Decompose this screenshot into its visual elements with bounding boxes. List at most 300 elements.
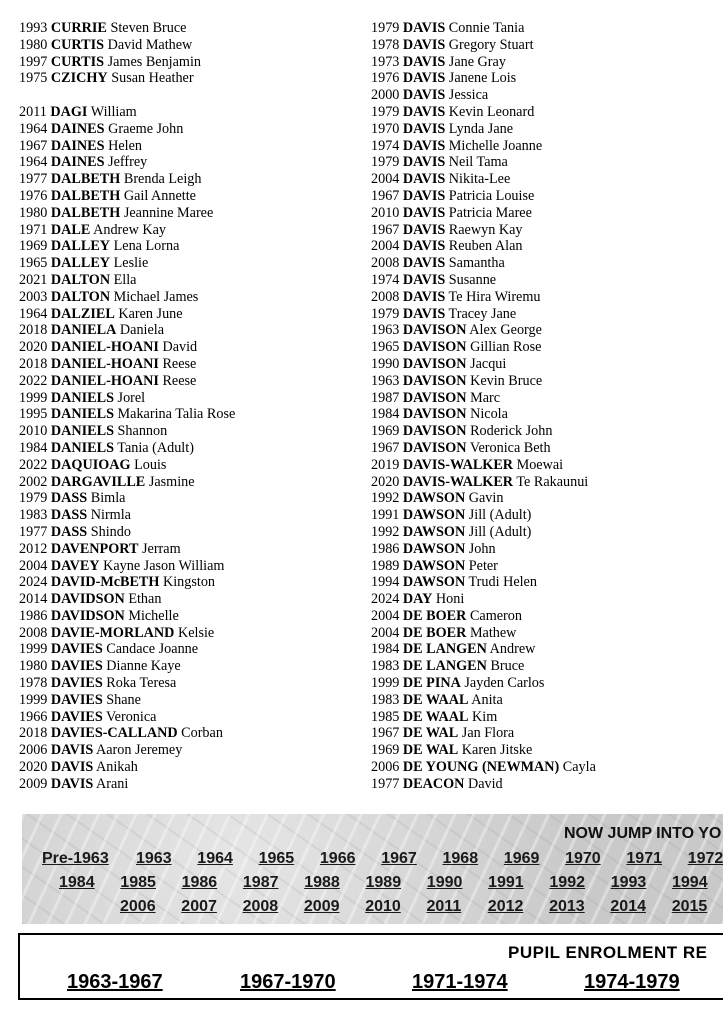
name-entry	[19, 608, 235, 625]
entry-given-names: Shannon	[117, 423, 168, 440]
entry-given-names: Makarina Talia Rose	[117, 406, 236, 423]
pupil-enrolment-box	[18, 933, 723, 1000]
name-entry	[19, 322, 235, 339]
name-entry	[371, 222, 596, 239]
entry-surname: DAVIS	[50, 742, 94, 759]
name-entry	[19, 725, 235, 742]
entry-year: 1995	[19, 406, 48, 423]
entry-surname: DAVISON	[402, 406, 467, 423]
entry-surname: DALZIEL	[50, 305, 115, 322]
entry-surname: DAVIS-WALKER	[402, 456, 514, 473]
entry-given-names: Leslie	[113, 255, 149, 272]
entry-year: 2000	[371, 87, 400, 104]
entry-surname: DAVIS	[402, 288, 446, 305]
name-entry	[19, 121, 235, 138]
entry-year: 1964	[19, 305, 48, 322]
name-entry	[371, 255, 596, 272]
entry-year: 2004	[371, 624, 400, 641]
entry-year: 2010	[371, 204, 400, 221]
name-entry	[371, 759, 596, 776]
entry-year: 2018	[19, 725, 48, 742]
entry-given-names: Gail Annette	[123, 187, 196, 204]
name-entry	[371, 558, 596, 575]
year-link[interactable]: 2006	[120, 898, 156, 915]
entry-given-names: Louis	[134, 456, 167, 473]
entry-given-names: Te Rakaunui	[516, 473, 589, 490]
entry-given-names: Bimla	[90, 490, 126, 507]
year-link[interactable]: 1964	[197, 850, 233, 867]
entry-surname: DAINES	[50, 137, 105, 154]
entry-surname: DE BOER	[402, 624, 467, 641]
section-gap	[19, 87, 235, 104]
entry-given-names: Samantha	[448, 255, 505, 272]
entry-given-names: David Mathew	[107, 36, 193, 53]
year-link[interactable]: 1987	[242, 874, 279, 891]
name-entry	[19, 541, 235, 558]
year-link[interactable]: 2013	[549, 898, 585, 915]
entry-surname: CURTIS	[50, 36, 105, 53]
name-entry	[371, 591, 596, 608]
entry-year: 2006	[371, 759, 400, 776]
entry-surname: DAVISON	[402, 389, 467, 406]
entry-year: 1980	[19, 204, 48, 221]
entry-surname: DAVIS	[50, 759, 94, 776]
entry-year: 1979	[371, 20, 400, 36]
entry-given-names: Te Hira Wiremu	[448, 288, 541, 305]
entry-surname: DAVID-McBETH	[50, 574, 160, 591]
entry-given-names: Moewai	[516, 456, 564, 473]
entry-surname: DE WAL	[402, 725, 459, 742]
year-link[interactable]: 1972	[687, 850, 723, 867]
entry-surname: DAVIS	[402, 103, 446, 120]
year-link[interactable]: 1990	[426, 874, 463, 891]
name-entry	[371, 20, 596, 37]
entry-year: 1964	[19, 154, 48, 171]
entry-surname: DAVEY	[50, 557, 100, 574]
entry-year: 1986	[371, 540, 400, 557]
entry-year: 1963	[371, 322, 400, 339]
name-entry	[371, 289, 596, 306]
name-entry	[19, 406, 235, 423]
entry-year: 2006	[19, 742, 48, 759]
name-entry	[371, 507, 596, 524]
entry-year: 2008	[371, 255, 400, 272]
year-link[interactable]: 1967	[381, 850, 417, 867]
name-entry	[19, 574, 235, 591]
entry-year: 1983	[371, 658, 400, 675]
entry-given-names: Honi	[435, 591, 465, 608]
entry-year: 2014	[19, 591, 48, 608]
name-entry	[19, 440, 235, 457]
entry-surname: DANIEL-HOANI	[50, 339, 159, 356]
entry-year: 1985	[371, 708, 400, 725]
entry-surname: DAVIS-WALKER	[402, 473, 514, 490]
entry-year: 1997	[19, 53, 48, 70]
entry-surname: DE WAL	[402, 742, 459, 759]
period-link-1967-1970[interactable]: 1967-1970	[240, 971, 336, 993]
entry-year: 1964	[19, 120, 48, 137]
year-link[interactable]: 1963	[136, 850, 172, 867]
entry-surname: DALE	[50, 221, 91, 238]
entry-given-names: Gillian Rose	[470, 339, 542, 356]
entry-surname: DAVIS	[402, 20, 446, 36]
entry-given-names: Jessica	[448, 87, 489, 104]
entry-year: 2004	[19, 557, 48, 574]
entry-surname: DANIELS	[50, 406, 114, 423]
name-entry	[19, 742, 235, 759]
year-link[interactable]: 1993	[610, 874, 647, 891]
entry-surname: DALTON	[50, 271, 111, 288]
entry-given-names: Jane Gray	[448, 53, 506, 70]
entry-given-names: Anita	[471, 691, 503, 708]
name-entry	[371, 306, 596, 323]
entry-surname: DAVIES	[50, 691, 103, 708]
entry-year: 2012	[19, 540, 48, 557]
entry-given-names: Aaron Jeremey	[96, 742, 183, 759]
entry-given-names: Jorel	[117, 389, 146, 406]
entry-year: 1979	[19, 490, 48, 507]
entry-year: 1979	[371, 154, 400, 171]
name-entry	[19, 171, 235, 188]
year-link[interactable]: 2008	[242, 898, 279, 915]
entry-year: 1969	[371, 742, 400, 759]
entry-given-names: Cameron	[469, 607, 522, 624]
entry-given-names: Connie Tania	[448, 20, 525, 36]
entry-year: 2024	[19, 574, 48, 591]
name-entry	[19, 37, 235, 54]
year-link[interactable]: 1965	[258, 850, 295, 867]
name-entry	[19, 457, 235, 474]
entry-given-names: Cayla	[562, 759, 596, 776]
entry-given-names: Anikah	[96, 759, 138, 776]
entry-given-names: Kim	[472, 708, 498, 725]
entry-year: 2002	[19, 473, 48, 490]
entry-year: 2003	[19, 288, 48, 305]
year-link[interactable]: 1994	[672, 874, 708, 891]
entry-given-names: Daniela	[119, 322, 165, 339]
name-entry	[371, 608, 596, 625]
entry-given-names: Candace Joanne	[106, 641, 199, 658]
entry-year: 1966	[19, 708, 48, 725]
name-entry	[371, 70, 596, 87]
entry-given-names: Nirmla	[90, 507, 131, 524]
entry-surname: DAVIS	[402, 53, 446, 70]
name-entry	[19, 675, 235, 692]
entry-year: 1992	[371, 523, 400, 540]
entry-given-names: Lynda Jane	[448, 120, 514, 137]
name-entry	[371, 574, 596, 591]
name-entry	[19, 306, 235, 323]
entry-surname: DAVIS	[402, 120, 446, 137]
name-entry	[19, 205, 235, 222]
entry-year: 1979	[371, 103, 400, 120]
entry-surname: DAVIS	[402, 221, 446, 238]
entry-surname: DAY	[402, 591, 433, 608]
entry-surname: DASS	[50, 523, 88, 540]
entry-year: 1999	[19, 389, 48, 406]
entry-surname: DAVIS	[402, 271, 446, 288]
entry-given-names: Jill (Adult)	[468, 507, 532, 524]
year-link[interactable]: 1992	[549, 874, 585, 891]
name-entry	[19, 524, 235, 541]
year-link[interactable]: 2014	[610, 898, 646, 915]
entry-surname: DAWSON	[402, 507, 466, 524]
entry-year: 1990	[371, 355, 400, 372]
name-entry	[19, 373, 235, 390]
name-entry	[371, 406, 596, 423]
entry-given-names: Corban	[181, 725, 223, 742]
entry-surname: DAVISON	[402, 339, 467, 356]
entry-year: 1974	[371, 271, 400, 288]
year-link[interactable]: 1988	[304, 874, 340, 891]
entry-year: 2004	[371, 171, 400, 188]
entry-year: 1999	[371, 675, 400, 692]
entry-year: 1983	[371, 691, 400, 708]
entry-year: 2018	[19, 355, 48, 372]
name-entry	[371, 322, 596, 339]
entry-given-names: Veronica	[106, 708, 157, 725]
name-entry	[371, 658, 596, 675]
entry-surname: DAWSON	[402, 574, 466, 591]
entry-year: 1965	[371, 339, 400, 356]
name-entry	[371, 457, 596, 474]
entry-year: 2022	[19, 456, 48, 473]
entry-surname: DAVIES-CALLAND	[50, 725, 178, 742]
entry-given-names: Kayne Jason William	[103, 557, 225, 574]
entry-year: 1980	[19, 36, 48, 53]
name-entry	[19, 641, 235, 658]
entry-year: 1977	[19, 171, 48, 188]
entry-year: 2018	[19, 322, 48, 339]
year-link[interactable]: 2011	[426, 898, 462, 915]
entry-given-names: Peter	[468, 557, 498, 574]
entry-surname: DALBETH	[50, 204, 121, 221]
entry-surname: DALTON	[50, 288, 111, 305]
entry-given-names: Susan Heather	[111, 70, 194, 87]
name-entry	[19, 709, 235, 726]
entry-given-names: James Benjamin	[107, 53, 201, 70]
entry-given-names: Nicola	[470, 406, 508, 423]
entry-given-names: Roka Teresa	[106, 675, 177, 692]
name-entry	[371, 37, 596, 54]
year-link[interactable]: 1985	[120, 874, 156, 891]
entry-given-names: Patricia Louise	[448, 187, 535, 204]
year-link[interactable]: 1968	[442, 850, 479, 867]
name-entry	[19, 222, 235, 239]
entry-surname: DANIELS	[50, 389, 114, 406]
entry-given-names: Jeffrey	[108, 154, 148, 171]
entry-given-names: Mathew	[469, 624, 517, 641]
entry-surname: DEACON	[402, 775, 465, 792]
entry-year: 2008	[19, 624, 48, 641]
entry-surname: DAGI	[50, 103, 88, 120]
entry-given-names: David	[467, 775, 503, 792]
entry-given-names: Arani	[96, 775, 129, 792]
entry-surname: DAINES	[50, 120, 105, 137]
name-entry	[19, 339, 235, 356]
entry-given-names: Trudi Helen	[468, 574, 537, 591]
entry-given-names: Michael James	[113, 288, 199, 305]
entry-year: 1965	[19, 255, 48, 272]
entry-year: 1980	[19, 658, 48, 675]
year-link[interactable]: 1986	[181, 874, 218, 891]
name-entry	[371, 641, 596, 658]
entry-year: 1969	[371, 423, 400, 440]
entry-surname: DALBETH	[50, 187, 121, 204]
period-link-1963-1967[interactable]: 1963-1967	[67, 971, 163, 993]
entry-year: 2024	[371, 591, 400, 608]
name-entry	[19, 692, 235, 709]
entry-year: 1963	[371, 372, 400, 389]
year-link[interactable]: Pre-1963	[42, 850, 109, 867]
name-entry	[371, 54, 596, 71]
entry-given-names: Nikita-Lee	[448, 171, 511, 188]
name-entry	[19, 188, 235, 205]
year-link[interactable]: 1966	[319, 850, 356, 867]
entry-year: 1975	[19, 70, 48, 87]
entry-given-names: Jerram	[142, 540, 181, 557]
year-link[interactable]: 2007	[181, 898, 217, 915]
entry-year: 2009	[19, 775, 48, 792]
entry-surname: DAVISON	[402, 355, 467, 372]
entry-given-names: Reuben Alan	[448, 238, 523, 255]
entry-given-names: Jan Flora	[461, 725, 515, 742]
entry-given-names: David	[162, 339, 198, 356]
year-link[interactable]: 2009	[303, 898, 340, 915]
name-entry	[371, 390, 596, 407]
name-entry	[371, 776, 596, 793]
year-link[interactable]: 1989	[365, 874, 402, 891]
name-entry	[19, 507, 235, 524]
entry-given-names: Tracey Jane	[448, 305, 517, 322]
name-entry	[19, 776, 235, 793]
entry-given-names: Shane	[106, 691, 141, 708]
entry-year: 1993	[19, 20, 48, 36]
entry-surname: DANIELS	[50, 439, 114, 456]
entry-surname: DAVIS	[402, 255, 446, 272]
right-name-column	[371, 20, 596, 793]
entry-surname: DANIEL-HOANI	[50, 372, 159, 389]
entry-year: 1979	[371, 305, 400, 322]
entry-surname: DE LANGEN	[402, 641, 487, 658]
year-link[interactable]: 2015	[671, 898, 708, 915]
entry-given-names: Andrew	[489, 641, 536, 658]
entry-surname: DAVIS	[402, 187, 446, 204]
entry-given-names: Karen Jitske	[461, 742, 533, 759]
entry-given-names: Ethan	[128, 591, 162, 608]
year-link[interactable]: 1971	[626, 850, 662, 867]
period-link-1971-1974[interactable]: 1971-1974	[412, 971, 508, 993]
entry-year: 1977	[19, 523, 48, 540]
entry-given-names: Steven Bruce	[110, 20, 187, 36]
name-entry	[371, 154, 596, 171]
entry-given-names: Bruce	[490, 658, 525, 675]
entry-surname: DAVIS	[402, 70, 446, 87]
entry-year: 1971	[19, 221, 48, 238]
entry-given-names: Roderick John	[470, 423, 553, 440]
entry-given-names: Kevin Leonard	[448, 103, 535, 120]
entry-surname: DAVISON	[402, 439, 467, 456]
entry-given-names: Ella	[113, 271, 137, 288]
name-entry	[371, 474, 596, 491]
period-link-1974-1979[interactable]: 1974-1979	[584, 971, 680, 993]
name-entry	[19, 289, 235, 306]
year-link[interactable]: 2010	[365, 898, 401, 915]
entry-given-names: Gregory Stuart	[448, 36, 534, 53]
entry-year: 1976	[19, 187, 48, 204]
entry-given-names: Reese	[162, 372, 197, 389]
entry-given-names: Karen June	[118, 305, 183, 322]
year-link[interactable]: 2012	[487, 898, 524, 915]
year-link[interactable]: 1970	[565, 850, 601, 867]
name-entry	[371, 138, 596, 155]
name-entry	[371, 692, 596, 709]
entry-surname: DAVISON	[402, 372, 467, 389]
entry-given-names: Helen	[108, 137, 142, 154]
year-link[interactable]: 1984	[59, 874, 95, 891]
entry-year: 2004	[371, 238, 400, 255]
entry-given-names: Neil Tama	[448, 154, 508, 171]
entry-given-names: Marc	[470, 389, 501, 406]
entry-given-names: Patricia Maree	[448, 204, 532, 221]
name-entry	[19, 390, 235, 407]
entry-surname: DE BOER	[402, 607, 467, 624]
entry-surname: DE YOUNG (NEWMAN)	[402, 759, 560, 776]
entry-year: 1999	[19, 641, 48, 658]
name-entry	[19, 490, 235, 507]
entry-year: 2020	[19, 339, 48, 356]
year-link[interactable]: 1969	[503, 850, 540, 867]
entry-surname: DAWSON	[402, 490, 466, 507]
entry-surname: DAINES	[50, 154, 105, 171]
name-entry	[19, 138, 235, 155]
entry-year: 1987	[371, 389, 400, 406]
entry-year: 1994	[371, 574, 400, 591]
entry-given-names: Jeannine Maree	[123, 204, 214, 221]
entry-year: 1999	[19, 691, 48, 708]
name-entry	[19, 356, 235, 373]
entry-given-names: Andrew Kay	[93, 221, 166, 238]
entry-surname: DANIELS	[50, 423, 114, 440]
entry-year: 1967	[371, 221, 400, 238]
entry-year: 1978	[19, 675, 48, 692]
entry-year: 1984	[19, 439, 48, 456]
name-entry	[19, 423, 235, 440]
entry-surname: DAVIS	[402, 204, 446, 221]
name-entry	[371, 121, 596, 138]
name-entry	[19, 154, 235, 171]
entry-given-names: Jill (Adult)	[468, 523, 532, 540]
entry-year: 2011	[19, 103, 47, 120]
entry-given-names: Veronica Beth	[469, 439, 551, 456]
name-entry	[19, 625, 235, 642]
entry-year: 1978	[371, 36, 400, 53]
year-link[interactable]: 1991	[488, 874, 524, 891]
entry-surname: DAVIDSON	[50, 591, 125, 608]
name-entry	[19, 70, 235, 87]
name-entry	[19, 759, 235, 776]
entry-surname: CZICHY	[50, 70, 108, 87]
entry-surname: DAVIS	[50, 775, 94, 792]
entry-surname: DAVISON	[402, 423, 467, 440]
name-entry	[371, 675, 596, 692]
name-entry	[371, 87, 596, 104]
entry-surname: DAVISON	[402, 322, 467, 339]
entry-given-names: Dianne Kaye	[106, 658, 181, 675]
entry-given-names: Tania (Adult)	[117, 439, 194, 456]
entry-year: 1984	[371, 406, 400, 423]
entry-given-names: Jacqui	[470, 355, 507, 372]
